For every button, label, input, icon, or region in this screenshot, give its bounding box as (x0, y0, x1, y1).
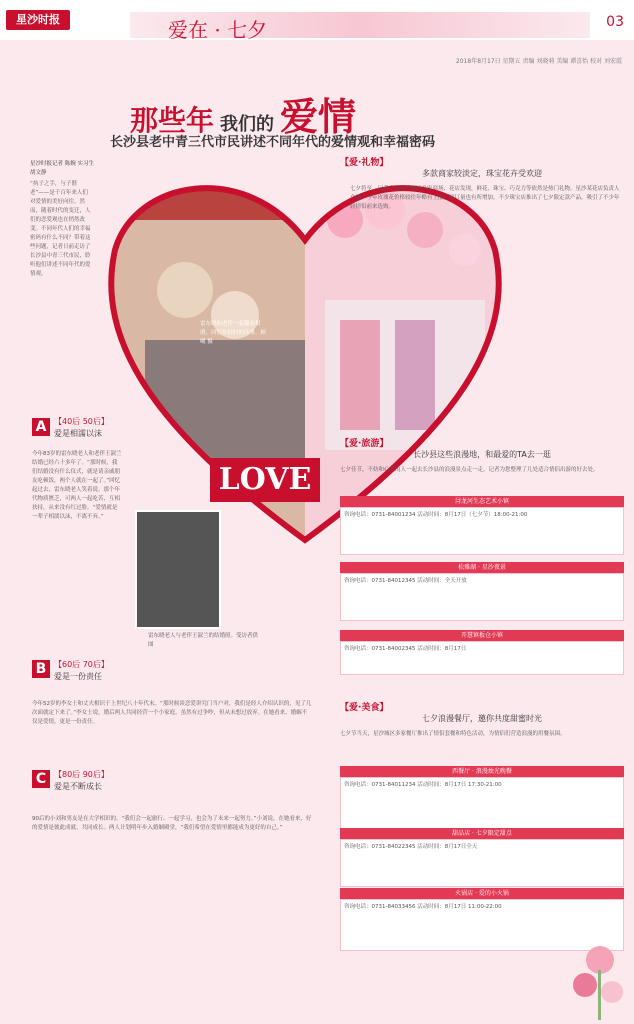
newspaper-logo: 星沙时报 (6, 10, 70, 30)
travel-section (340, 436, 624, 475)
food-box-1 (340, 766, 624, 829)
food-box-1-info: 咨询电话：0731-84011234 活动时间：8月17日 17:30-21:00 (340, 777, 624, 829)
photo-caption: 雷东晓和老伴一起翻看相册，回忆年轻时的往事。顾曦 摄 (200, 321, 267, 345)
section-b-text: 今年52岁的李女士和丈夫相识于上世纪八十年代末。“那时候谈恋爱讲究门当户对，我们是经人介绍认识的，见了几次面就定下来了。”李女士说，婚后两人共同经营一个小家庭，虽然有过争吵，但从未想过放弃。在她看来，婚姻不仅是爱情，更是一份责任。 (32, 701, 312, 725)
food-box-2 (340, 828, 624, 887)
food-section (340, 700, 624, 739)
dateline: 2018年8月17日 星期五 责编 刘晓莉 美编 谭喜怡 校对 刘宏霞 (455, 58, 622, 65)
travel-box-2 (340, 562, 624, 621)
intro-text: “执子之手，与子偕老”——是千百年来人们对爱情的美好向往。然而，随着时代的变迁，人们的恋爱观也在悄然改变。不同年代人们的幸福密码有什么不同？带着这些问题，记者日前走访了长沙县中青三代市民，聆听他们讲述不同年代的爱情观。 (30, 181, 91, 277)
gift-section-headline: 多款商家较淡定，珠宝花卉受欢迎 (422, 169, 542, 178)
travel-box-2-title: 松雅湖 · 星沙夜景 (340, 562, 624, 573)
food-box-3-info: 咨询电话：0731-84033456 活动时间：8月17日 11:00-22:00 (340, 899, 624, 951)
travel-box-1-info: 咨询电话：0731-84001234 活动时间：8月17日（七夕节）18:00-21:00 (340, 507, 624, 555)
travel-box-3-title: 开慧镇板仓小镇 (340, 630, 624, 641)
section-b-tag: B (32, 660, 50, 678)
gift-section-text: 七夕将至，记者走访星沙城区多家商场、花店发现，鲜花、珠宝、巧克力等依然是热门礼物。星沙某花店负责人介绍，今年玫瑰花价格较往年略有上涨，预订量也有所增加。不少珠宝店推出了七夕限定款产品，吸引了不少年轻情侣前来选购。 (350, 186, 620, 210)
travel-section-headline: 长沙县这些浪漫地，和最爱的TA去一逛 (413, 450, 551, 459)
wedding-photo (135, 510, 221, 629)
travel-section-text: 七夕佳节，不妨和心爱的人一起去长沙县的浪漫景点走一走。记者为您整理了几处适合情侣出游的好去处。 (340, 467, 599, 473)
travel-box-1 (340, 496, 624, 555)
travel-section-title: 【爱·旅游】 (340, 439, 389, 449)
section-a-title: 爱是相濡以沫 (54, 429, 102, 438)
food-section-text: 七夕节当天，星沙城区多家餐厅推出了情侣套餐和特色活动，为情侣们营造浪漫的用餐氛围。 (340, 731, 566, 737)
love-banner: LOVE (210, 458, 320, 502)
page-number: 03 (606, 14, 624, 30)
food-box-1-title: 西餐厅 · 浪漫烛光晚餐 (340, 766, 624, 777)
travel-box-3 (340, 630, 624, 675)
food-box-2-title: 甜品店 · 七夕限定甜点 (340, 828, 624, 839)
section-c-era: 【80后 90后】 (54, 770, 109, 779)
travel-box-2-info: 咨询电话：0731-84012345 活动时间：全天开放 (340, 573, 624, 621)
section-title: 爱在 · 七夕 (168, 18, 268, 42)
section-b-title: 爱是一份责任 (54, 672, 102, 681)
gift-section (340, 155, 624, 179)
section-b-era: 【60后 70后】 (54, 660, 109, 669)
headline-part-c: 爱情 (280, 94, 357, 139)
section-c-title: 爱是不断成长 (54, 782, 102, 791)
section-a-tag: A (32, 418, 50, 436)
wedding-photo-caption: 雷东晓老人与老伴王淑兰的结婚照。受访者供图 (148, 633, 259, 648)
food-section-headline: 七夕浪漫餐厅，邀你共度甜蜜时光 (422, 714, 542, 723)
headline-part-a: 那些年 (130, 104, 215, 137)
section-a-era: 【40后 50后】 (54, 417, 109, 426)
byline: 星沙时报记者 陈婉 实习生 胡文静 (30, 161, 94, 176)
section-c-text: 90后的小刘和男友是在大学相识的。“我们会一起旅行、一起学习，也会为了未来一起努力。”小刘说，在她看来，好的爱情是彼此成就、共同成长。两人计划明年步入婚姻殿堂，“我们希望在爱情里都能成为更好的自己。” (32, 816, 312, 831)
travel-box-1-title: 浔龙河生态艺术小镇 (340, 496, 624, 507)
food-section-title: 【爱·美食】 (340, 703, 389, 713)
food-box-3-title: 火锅店 · 爱的小火锅 (340, 888, 624, 899)
headline-part-b: 我们的 (220, 114, 275, 135)
travel-box-3-info: 咨询电话：0731-84002345 活动时间：8月17日 (340, 641, 624, 675)
subheadline: 长沙县老中青三代市民讲述不同年代的爱情观和幸福密码 (110, 135, 436, 150)
section-c-tag: C (32, 770, 50, 788)
food-box-2-info: 咨询电话：0731-84022345 活动时间：8月17日全天 (340, 839, 624, 887)
section-a-text: 今年83岁的雷东晓老人和老伴王淑兰结婚已经六十多年了。“那时候，我们结婚没有什么仪式，就是请亲戚朋友吃顿饭，两个人就在一起了。”回忆起过去，雷东晓老人笑着说。那个年代物质匮乏，可两人一起吃苦、互相扶持，从来没有红过脸。“爱情就是一辈子相濡以沫，不离不弃。” (32, 451, 122, 520)
gift-section-title: 【爱·礼物】 (340, 158, 389, 168)
flower-decoration-icon (560, 930, 630, 1020)
